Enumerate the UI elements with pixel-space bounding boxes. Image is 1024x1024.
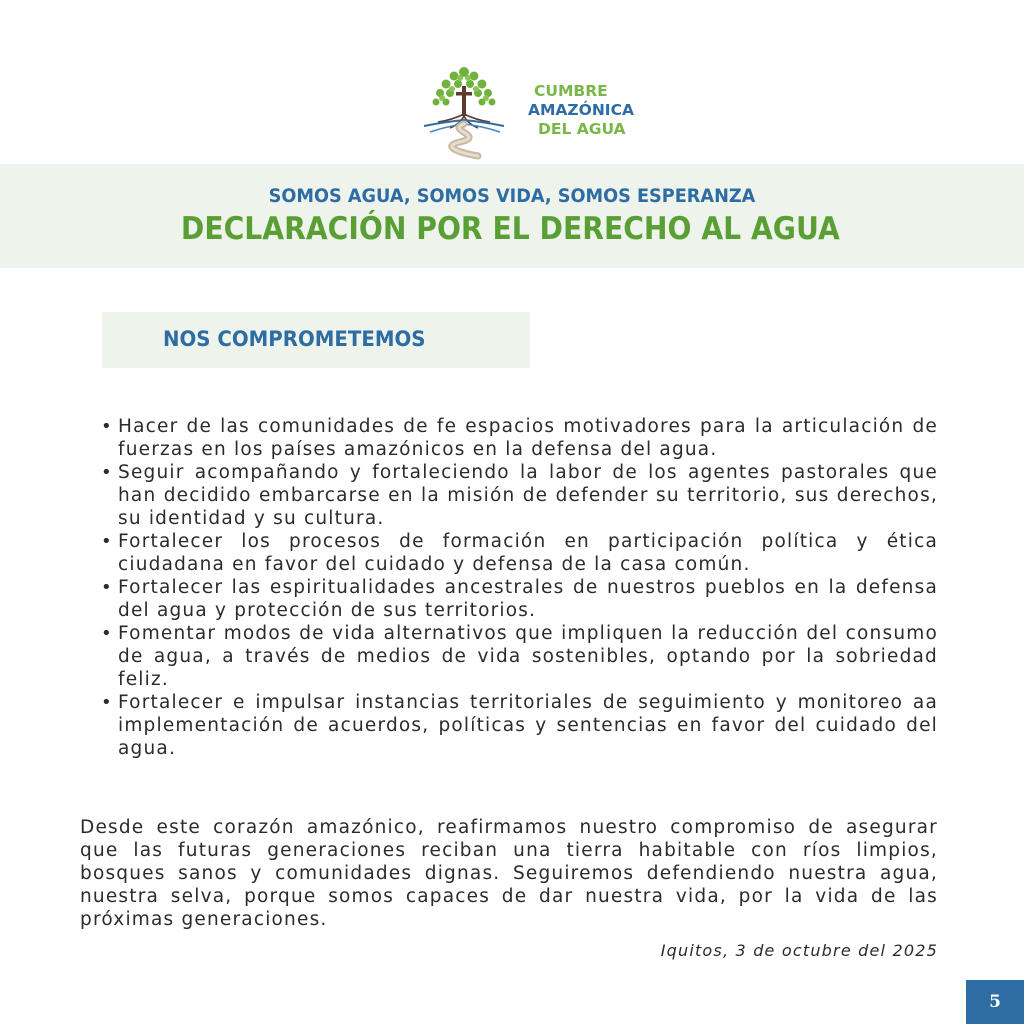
- bullet: •: [101, 623, 113, 644]
- bullet: •: [101, 577, 113, 598]
- bullet: •: [101, 692, 113, 713]
- list-item-text: Fortalecer las espiritualidades ancestrales de nuestros pueblos en la defensa del agua y protección de sus territorios.: [118, 577, 938, 621]
- list-item: [98, 415, 938, 461]
- page-title: DECLARACIÓN POR EL DERECHO AL AGUA: [180, 211, 840, 247]
- list-item-text: Fomentar modos de vida alternativos que impliquen la reducción del consumo de agua, a través de medios de vida sostenibles, optando por la sobriedad feliz.: [118, 623, 938, 690]
- bullet: •: [101, 462, 113, 483]
- list-item-text: Seguir acompañando y fortaleciendo la labor de los agentes pastorales que han decidido embarcarse en la misión de defender su territorio, sus derechos, su identidad y su cultura.: [118, 462, 938, 529]
- section-title: NOS COMPROMETEMOS: [163, 327, 426, 351]
- logo-line-3: DEL AGUA: [538, 120, 626, 138]
- list-item: [98, 622, 938, 691]
- bullet: •: [101, 416, 113, 437]
- page-number: 5: [966, 980, 1024, 1024]
- list-item: [98, 691, 938, 760]
- commitments-list: [98, 415, 938, 760]
- signature-date: Iquitos, 3 de octubre del 2025: [660, 941, 938, 960]
- logo-line-1: CUMBRE: [534, 82, 608, 100]
- list-item: [98, 576, 938, 622]
- list-item-text: Fortalecer los procesos de formación en participación política y ética ciudadana en favor del cuidado y defensa de la casa común.: [118, 531, 938, 575]
- tree-cross-river-icon: [416, 62, 526, 162]
- logo-line-2: AMAZÓNICA: [528, 101, 634, 119]
- closing-paragraph: Desde este corazón amazónico, reafirmamos nuestro compromiso de asegurar que las futuras generaciones reciban una tierra habitable con ríos limpios, bosques sanos y comunidades dignas. Seguiremos defendiendo nuestra agua, nuestra selva, porque somos capaces de dar nuestra vida, por la vida de las próximas generaciones.: [80, 817, 938, 930]
- logo-text: [528, 82, 638, 139]
- list-item: [98, 530, 938, 576]
- bullet: •: [101, 531, 113, 552]
- slogan: SOMOS AGUA, SOMOS VIDA, SOMOS ESPERANZA: [268, 185, 756, 207]
- list-item-text: Fortalecer e impulsar instancias territoriales de seguimiento y monitoreo aa implementación de acuerdos, políticas y sentencias en favor del cuidado del agua.: [118, 692, 938, 759]
- list-item-text: Hacer de las comunidades de fe espacios motivadores para la articulación de fuerzas en los países amazónicos en la defensa del agua.: [118, 416, 938, 460]
- logo: [416, 62, 634, 162]
- list-item: [98, 461, 938, 530]
